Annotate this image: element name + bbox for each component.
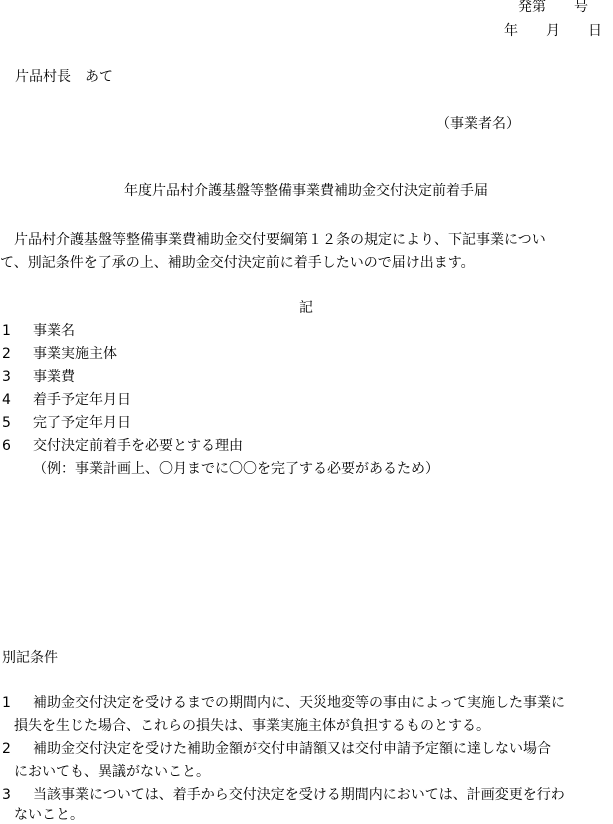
item-number: 4 <box>2 392 11 408</box>
item-5 <box>2 416 131 430</box>
item-number: 1 <box>2 323 11 339</box>
item-label: 事業費 <box>33 369 75 385</box>
condition-number: 2 <box>2 741 11 757</box>
item-3 <box>2 370 75 384</box>
condition-1-line-2: 損失を生じた場合、これらの損失は、事業実施主体が負担するものとする。 <box>14 718 490 734</box>
condition-3-line-1 <box>2 788 565 802</box>
addressee: 片品村長 あて <box>15 69 113 85</box>
conditions-heading: 別記条件 <box>2 650 58 666</box>
item-1 <box>2 324 75 338</box>
item-number: 6 <box>2 438 11 454</box>
item-label: 事業実施主体 <box>33 346 117 362</box>
condition-number: 1 <box>2 695 11 711</box>
condition-text: 補助金交付決定を受けるまでの期間内に、天災地変等の事由によって実施した事業に <box>33 695 565 711</box>
item-6 <box>2 439 243 453</box>
item-label: 着手予定年月日 <box>33 392 131 408</box>
item-4 <box>2 393 131 407</box>
document-date: 年 月 日 <box>504 23 602 39</box>
ki-heading: 記 <box>299 300 313 316</box>
item-label: 事業名 <box>33 323 75 339</box>
condition-1-line-1 <box>2 696 565 710</box>
condition-text: 補助金交付決定を受けた補助金額が交付申請額又は交付申請予定額に達しない場合 <box>33 741 551 757</box>
item-label: 完了予定年月日 <box>33 415 131 431</box>
condition-2-line-2: においても、異議がないこと。 <box>14 764 210 780</box>
item-2 <box>2 347 117 361</box>
item-label: 交付決定前着手を必要とする理由 <box>33 438 243 454</box>
item-number: 2 <box>2 346 11 362</box>
condition-number: 3 <box>2 787 11 803</box>
condition-text: 当該事業については、着手から交付決定を受ける期間内においては、計画変更を行わ <box>33 787 565 803</box>
condition-2-line-1 <box>2 742 551 756</box>
document-number: 発第 号 <box>518 0 588 15</box>
document-title: 年度片品村介護基盤等整備事業費補助金交付決定前着手届 <box>124 183 488 199</box>
item-number: 3 <box>2 369 11 385</box>
item-number: 5 <box>2 415 11 431</box>
condition-3-line-2: ないこと。 <box>14 807 84 823</box>
body-line-2: て、別記条件を了承の上、補助金交付決定前に着手したいので届け出ます。 <box>0 255 475 271</box>
body-line-1: 片品村介護基盤等整備事業費補助金交付要綱第１２条の規定により、下記事業につい <box>0 232 546 248</box>
applicant-name: （事業者名） <box>436 116 520 132</box>
reason-example: （例：事業計画上、〇月までに〇〇を完了する必要があるため） <box>33 461 439 477</box>
